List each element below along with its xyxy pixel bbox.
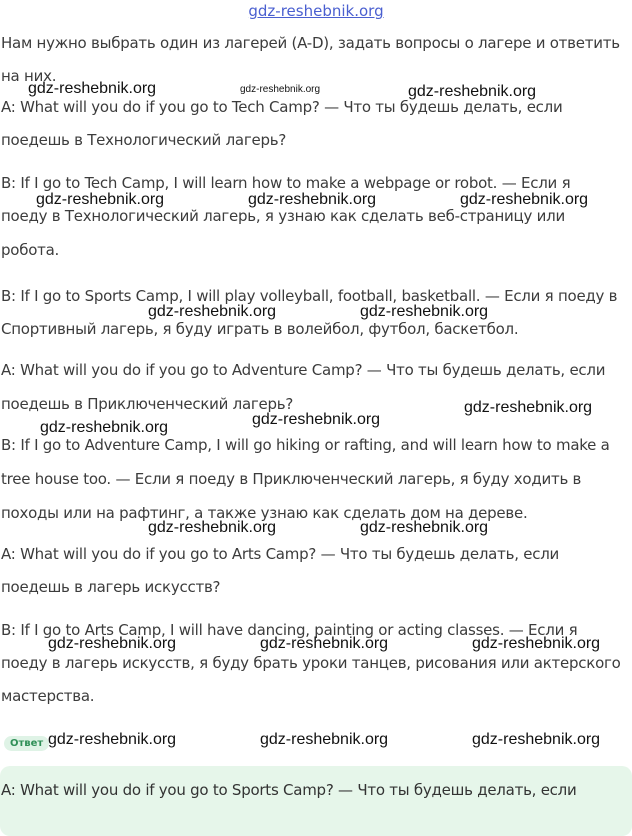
text-line: tree house too. — Если я поеду в Приключенческий лагерь, я буду ходить в (1, 470, 582, 488)
watermark: gdz-reshebnik.org (408, 83, 537, 100)
text-line: A: What will you do if you go to Adventure Camp? — Что ты будешь делать, если (1, 361, 606, 379)
text-line: B: If I go to Arts Camp, I will have dancing, painting or acting classes. — Если я (1, 621, 578, 639)
text-line: походы или на рафтинг, а также узнаю как сделать дом на дереве. (1, 504, 528, 522)
watermark: gdz-reshebnik.org (40, 419, 169, 436)
watermark: gdz-reshebnik.org (464, 399, 593, 416)
text-line: B: If I go to Adventure Camp, I will go hiking or rafting, and will learn how to make a (1, 436, 610, 454)
text-line: поеду в Технологический лагерь, я узнаю как сделать веб-страницу или (1, 207, 565, 225)
text-line: поедешь в Приключенческий лагерь? (1, 395, 294, 413)
text-line: A: What will you do if you go to Tech Camp? — Что ты будешь делать, если (1, 98, 563, 116)
text-line: Спортивный лагерь, я буду играть в волейбол, футбол, баскетбол. (1, 320, 519, 338)
answer-badge: Ответ (4, 736, 49, 751)
watermark: gdz-reshebnik.org (460, 191, 589, 208)
watermark: gdz-reshebnik.org (472, 635, 601, 652)
watermark: gdz-reshebnik.org (252, 411, 381, 428)
watermark: gdz-reshebnik.org (240, 84, 321, 95)
watermark: gdz-reshebnik.org (36, 191, 165, 208)
watermark: gdz-reshebnik.org (360, 519, 489, 536)
watermark: gdz-reshebnik.org (148, 519, 277, 536)
text-line: A: What will you do if you go to Arts Camp? — Что ты будешь делать, если (1, 545, 560, 563)
watermark: gdz-reshebnik.org (28, 80, 157, 97)
watermark: gdz-reshebnik.org (260, 731, 389, 748)
watermark: gdz-reshebnik.org (360, 303, 489, 320)
answer-text-line: A: What will you do if you go to Sports Camp? — Что ты будешь делать, если (1, 781, 577, 799)
text-line: мастерства. (1, 687, 95, 705)
watermark: gdz-reshebnik.org (472, 731, 601, 748)
watermark: gdz-reshebnik.org (48, 731, 177, 748)
text-line: Нам нужно выбрать один из лагерей (A-D), задать вопросы о лагере и ответить (1, 34, 620, 52)
text-line: поедешь в лагерь искусств? (1, 578, 221, 596)
text-line: B: If I go to Sports Camp, I will play volleyball, football, basketball. — Если я поеду в (1, 287, 618, 305)
watermark: gdz-reshebnik.org (248, 191, 377, 208)
text-line: поеду в лагерь искусств, я буду брать уроки танцев, рисования или актерского (1, 654, 621, 672)
text-line: на них. (1, 67, 57, 85)
text-line: поедешь в Технологический лагерь? (1, 131, 287, 149)
watermark: gdz-reshebnik.org (148, 303, 277, 320)
watermark: gdz-reshebnik.org (48, 635, 177, 652)
text-line: B: If I go to Tech Camp, I will learn how to make a webpage or robot. — Если я (1, 174, 571, 192)
answer-card (0, 766, 632, 836)
site-watermark-header[interactable]: gdz-reshebnik.org (248, 2, 384, 20)
watermark: gdz-reshebnik.org (260, 635, 389, 652)
text-line: робота. (1, 241, 60, 259)
